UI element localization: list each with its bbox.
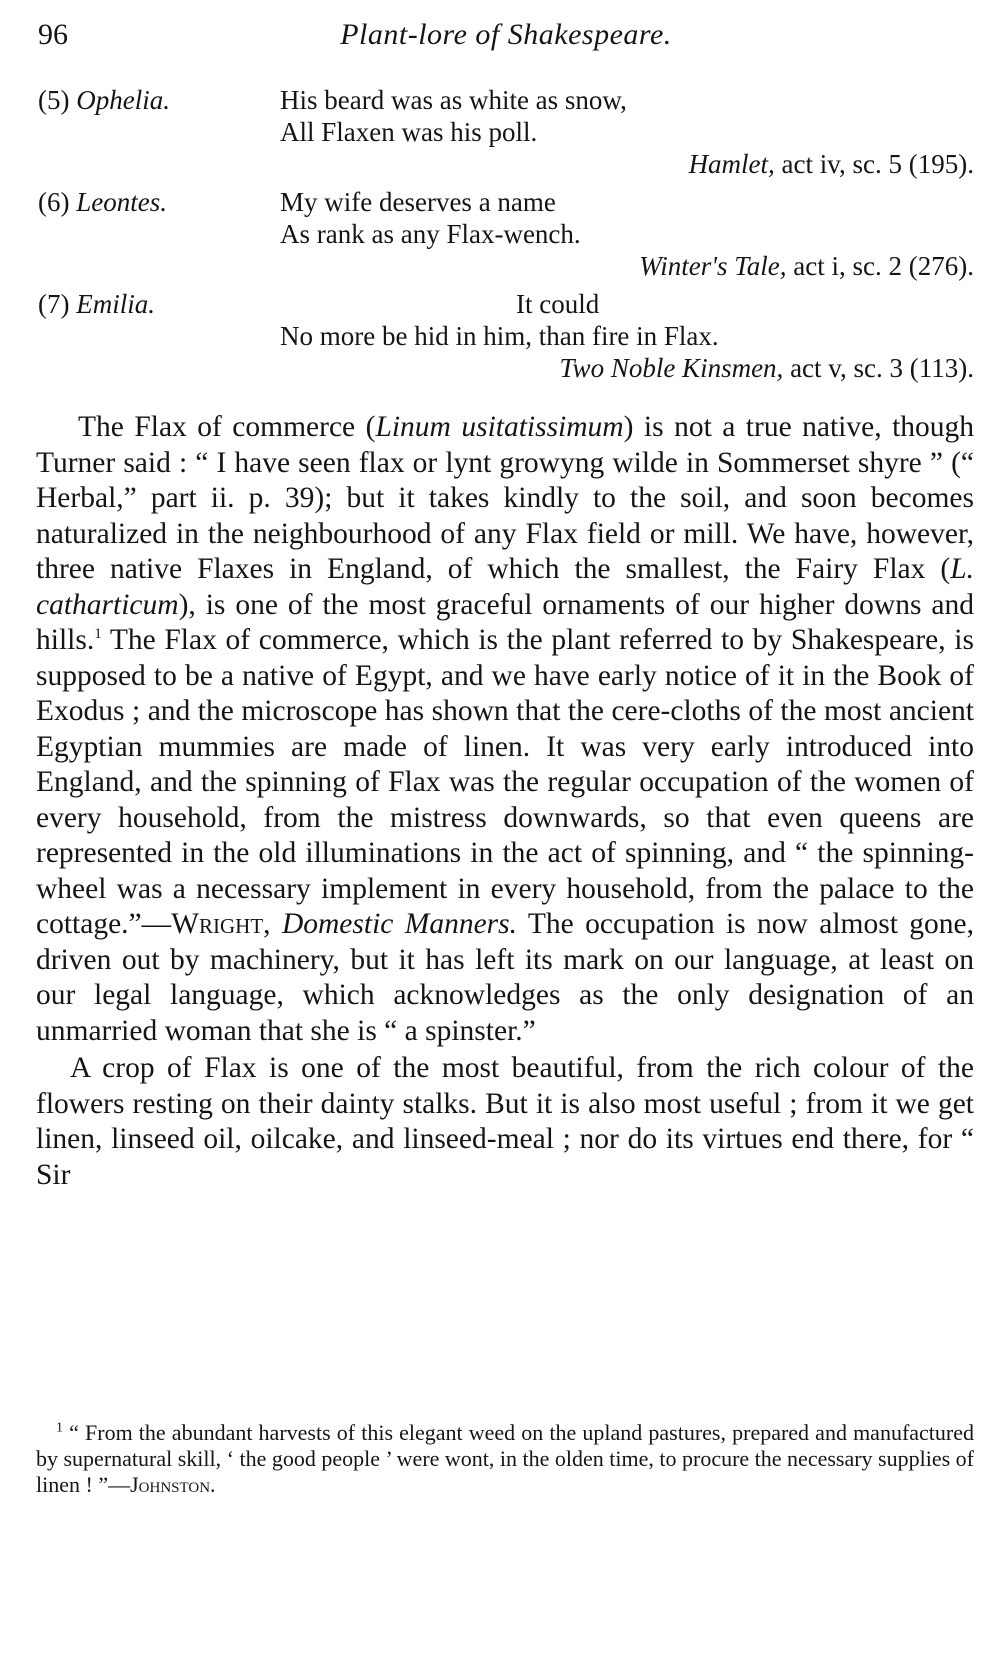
- speaker: [38, 84, 170, 116]
- footnote-text: “ From the abundant harvests of this elegant weed on the upland pastures, prepared and manufactured by supernatural skill, ‘ the good people ’ were wont, in the olden time, to procure the necessary supplies of linen ! ”—: [36, 1420, 974, 1497]
- text-run: The occupation is now almost gone, driven out by machinery, but it has left its mark on our language, at least on our legal language, which acknowledges as the only designation of an unmarried woman that she is “ a spinster.”: [36, 908, 975, 1047]
- verse-line: It could: [516, 289, 600, 319]
- citation-ref: act iv, sc. 5 (195).: [781, 149, 974, 179]
- footnote-marker: 1: [56, 1420, 63, 1436]
- citation: [280, 148, 974, 180]
- citation-work: Winter's Tale,: [639, 251, 787, 281]
- verse: [280, 288, 974, 384]
- author-name: Johnston.: [130, 1472, 216, 1497]
- speaker-name: Emilia.: [76, 289, 155, 319]
- verse: [280, 186, 974, 282]
- citation: [280, 250, 974, 282]
- verse-line: My wife deserves a name: [280, 187, 556, 217]
- body-text: [36, 410, 974, 1193]
- paragraph: [36, 410, 974, 1049]
- verse: [280, 84, 974, 180]
- page-number: 96: [38, 18, 68, 51]
- verse-line: As rank as any Flax-wench.: [280, 219, 581, 249]
- verse-line: All Flaxen was his poll.: [280, 117, 538, 147]
- quote-number: (7): [38, 289, 70, 319]
- text-run: ) is not a true native, though Turner said : “ I have seen flax or lynt growyng wilde in Sommerset shyre ” (“ Herbal,” part ii. p. 39); but it takes kindly to the soil, and soon becomes naturalized in the neighbourhood of any Flax field or mill. We have, however, three native Flaxes in England, of which the smallest, the Fairy Flax (: [36, 411, 975, 585]
- scientific-name: Linum usitatissimum: [375, 411, 624, 443]
- verse-line: No more be hid in him, than fire in Flax.: [280, 321, 719, 351]
- speaker-name: Ophelia.: [76, 85, 170, 115]
- quote-number: (5): [38, 85, 70, 115]
- paragraph: A crop of Flax is one of the most beautiful, from the rich colour of the flowers resting on their dainty stalks. But it is also most useful ; from it we get linen, linseed oil, oilcake, and linseed-meal ; nor do its virtues end there, for “ Sir: [36, 1052, 974, 1191]
- book-page: [28, 0, 974, 1669]
- text-run: The Flax of commerce (: [78, 411, 376, 443]
- author-name: Wright,: [171, 908, 271, 940]
- citation-work: Hamlet,: [688, 149, 775, 179]
- text-run: ), is one of the most graceful ornaments of our higher downs and hills.: [36, 588, 974, 656]
- text-run: The Flax of commerce, which is the plant referred to by Shakespeare, is supposed to be a native of Egypt, and we have early notice of it in the Book of Exodus ; and the microscope has shown that the cere-cloths of the most ancient Egyptian mummies are made of linen. It was very early introduced into England, and the spinning of Flax was the regular occupation of the women of every household, from the mistress downwards, so that even queens are represented in the old illuminations in the act of spinning, and “ the spinning-wheel was a necessary implement in every household, from the palace to the cottage.”—: [36, 624, 974, 940]
- citation-ref: act i, sc. 2 (276).: [793, 251, 974, 281]
- speaker: [38, 288, 155, 320]
- scientific-name: L. catharticum: [36, 553, 974, 621]
- book-title: Domestic Manners.: [281, 908, 518, 940]
- running-head: Plant-lore of Shakespeare.: [340, 18, 672, 51]
- speaker-name: Leontes.: [76, 187, 167, 217]
- citation-ref: act v, sc. 3 (113).: [790, 353, 974, 383]
- citation-work: Two Noble Kinsmen,: [559, 353, 784, 383]
- speaker: [38, 186, 167, 218]
- quote-number: (6): [38, 187, 70, 217]
- page-header: [38, 18, 974, 58]
- footnote-marker: 1: [94, 626, 102, 643]
- footnote: [36, 1420, 974, 1498]
- verse-line: His beard was as white as snow,: [280, 85, 627, 115]
- citation: [280, 352, 974, 384]
